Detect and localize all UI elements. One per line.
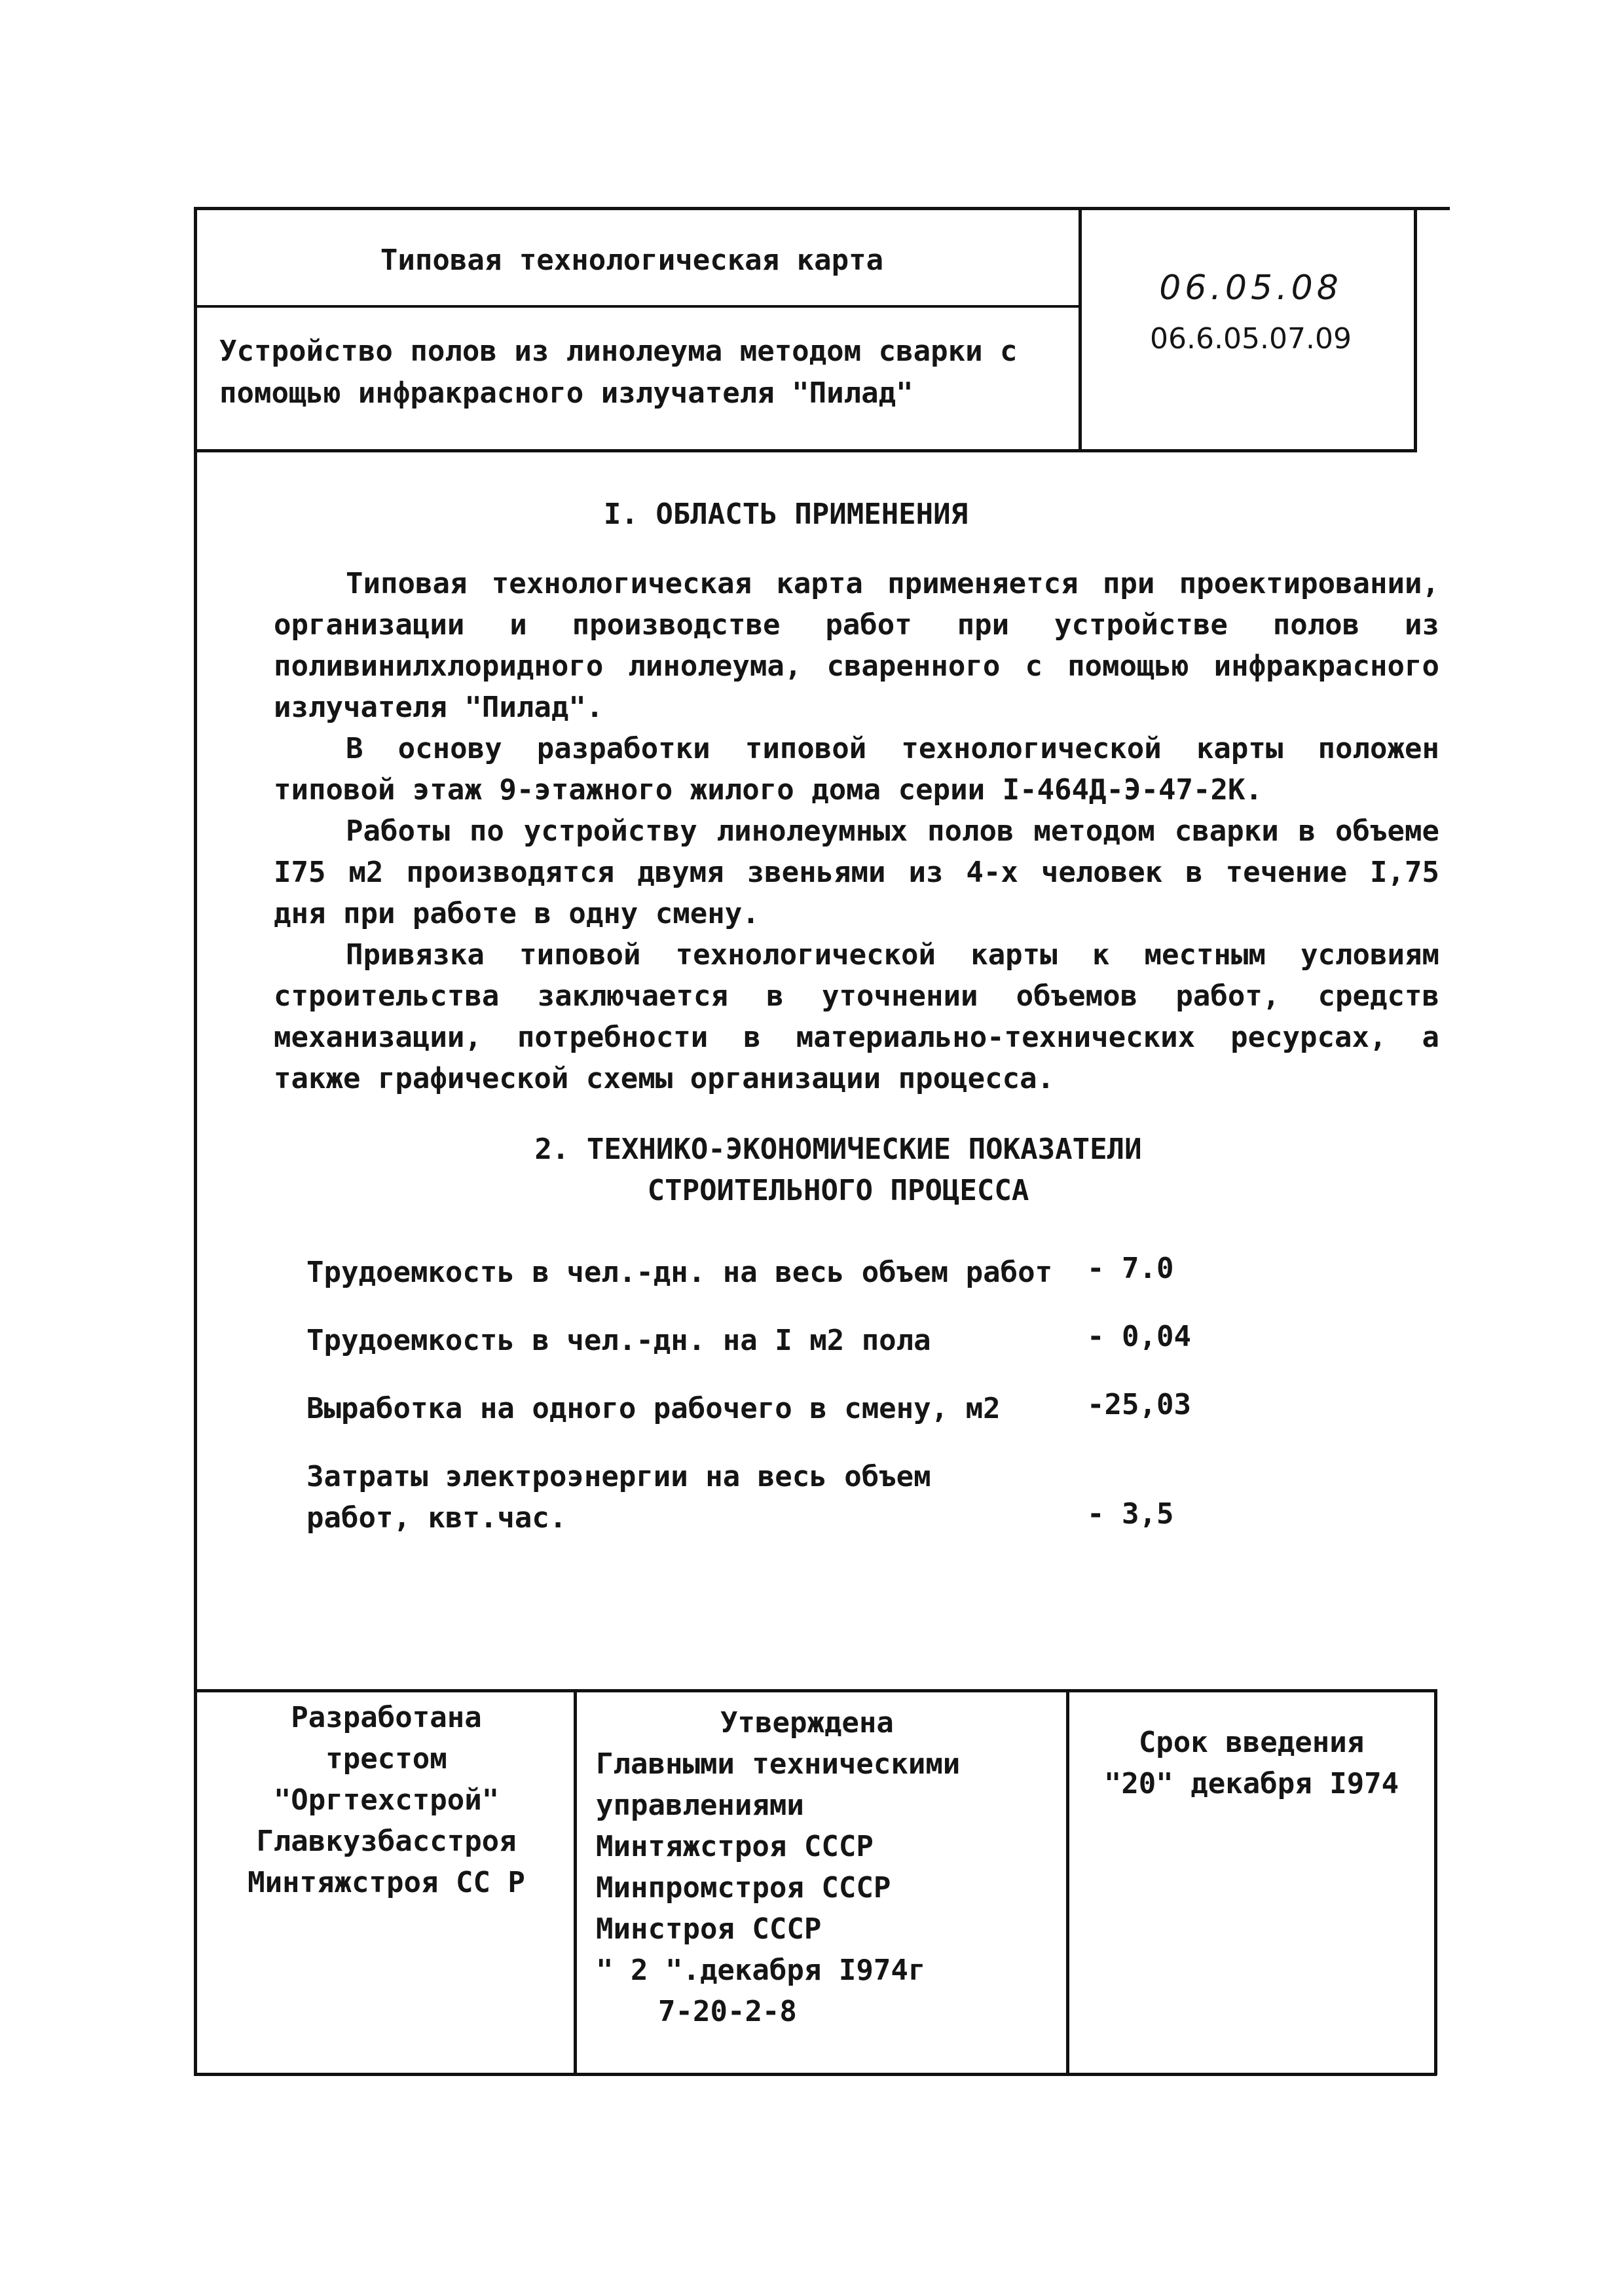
printed-code: 06.6.05.07.09: [1150, 322, 1352, 355]
card-subject-line-1: Устройство полов из линолеума методом сварки с: [219, 335, 1018, 368]
footer-approved-block: [596, 1702, 1061, 2032]
section1-paragraph-4: Привязка типовой технологической карты к местным условиям строительства заключается в уточнении объемов работ, средств механизации, потребности в материально-технических ресурсах, а также графической схемы организации процесса.: [274, 938, 1439, 1095]
header-right-line: [1414, 207, 1417, 450]
footer-developed-block: [203, 1697, 570, 1903]
handwritten-code: 06.05.08: [1159, 268, 1342, 308]
section1-paragraph-3: Работы по устройству линолеумных полов методом сварки в объеме I75 м2 производятся двумя звеньями из 4-х человек в течение I,75 дня при работе в одну смену.: [274, 814, 1439, 930]
indicator-label-labor-total: Трудоемкость в чел.-дн. на весь объем работ: [306, 1256, 1053, 1289]
indicator-label-electricity-line-2: работ, квт.час.: [306, 1501, 567, 1535]
footer-approved-line: Минпромстроя СССР: [596, 1871, 891, 1904]
indicator-value-electricity: - 3,5: [1087, 1497, 1174, 1531]
header-divider-horizontal: [194, 305, 1080, 308]
section1-paragraph-1: Типовая технологическая карта применяется при проектировании, организации и производстве работ при устройстве полов из поливинилхлоридного линолеума, сваренного с помощью инфракрасного излучателя "Пилад".: [274, 567, 1439, 724]
footer-effective-line: Срок введения: [1138, 1726, 1365, 1759]
frame-left-line: [194, 207, 197, 2076]
footer-effective-block: [1071, 1722, 1431, 1804]
footer-approved-line: 7-20-2-8: [658, 1995, 797, 2028]
header-divider-vertical: [1079, 207, 1082, 450]
footer-developed-line: Разработана: [291, 1701, 482, 1734]
indicator-label-electricity: [306, 1456, 931, 1539]
section2-heading-line-1: 2. ТЕХНИКО-ЭКОНОМИЧЕСКИЕ ПОКАЗАТЕЛИ: [534, 1133, 1142, 1166]
footer-right-line: [1434, 1689, 1437, 2075]
indicator-label-labor-per-m2: Трудоемкость в чел.-дн. на I м2 пола: [306, 1324, 931, 1357]
section1-paragraph-2: В основу разработки типовой технологической карты положен типовой этаж 9-этажного жилого дома серии I-464Д-Э-47-2К.: [274, 732, 1439, 807]
indicator-label-electricity-line-1: Затраты электроэнергии на весь объем: [306, 1460, 931, 1493]
footer-approved-line: Минстроя СССР: [596, 1912, 822, 1946]
footer-approved-line: Утверждена: [720, 1706, 894, 1740]
indicator-value-labor-per-m2: - 0,04: [1087, 1320, 1191, 1353]
footer-effective-line: "20" декабря I974: [1103, 1767, 1399, 1800]
indicator-value-output: -25,03: [1087, 1388, 1191, 1421]
card-type-title: Типовая технологическая карта: [380, 244, 884, 277]
footer-developed-line: Главкузбасстроя: [256, 1825, 517, 1858]
footer-approved-line: управлениями: [596, 1789, 804, 1822]
card-subject: [219, 331, 1071, 414]
footer-approved-line: Главными техническими: [596, 1747, 961, 1781]
footer-developed-line: трестом: [325, 1742, 447, 1776]
footer-divider-2: [1066, 1689, 1069, 2075]
indicator-value-labor-total: - 7.0: [1087, 1252, 1174, 1285]
footer-top-line: [194, 1689, 1437, 1692]
footer-developed-line: "Оргтехстрой": [273, 1783, 500, 1817]
section2-heading-line-2: СТРОИТЕЛЬНОГО ПРОЦЕССА: [647, 1174, 1029, 1207]
footer-developed-line: Минтяжстроя СС Р: [248, 1866, 525, 1899]
frame-top-line: [194, 207, 1450, 210]
header-bottom-line: [194, 449, 1417, 452]
card-subject-line-2: помощью инфракрасного излучателя "Пилад": [219, 376, 913, 410]
footer-divider-1: [574, 1689, 577, 2075]
footer-approved-line: " 2 ".декабря I974г: [596, 1954, 926, 1987]
footer-approved-line: Минтяжстроя СССР: [596, 1830, 874, 1863]
section1-heading: I. ОБЛАСТЬ ПРИМЕНЕНИЯ: [603, 498, 969, 531]
frame-bottom-line: [194, 2073, 1437, 2076]
indicator-label-output: Выработка на одного рабочего в смену, м2: [306, 1392, 1001, 1425]
